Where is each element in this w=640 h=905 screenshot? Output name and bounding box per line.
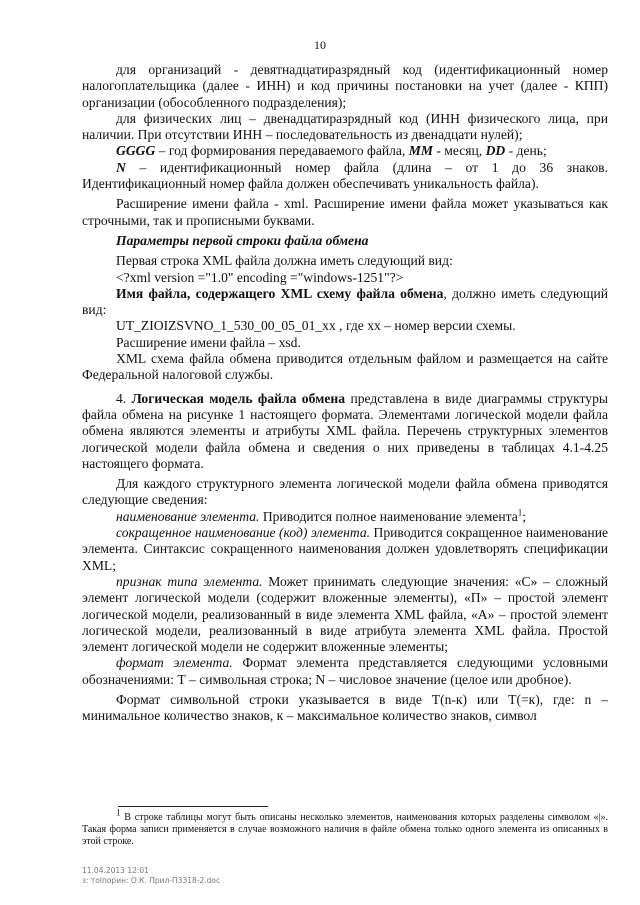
gggg-desc: – год формирования передаваемого файла, <box>155 143 409 159</box>
schema-name-rest: , должно иметь следующий вид: <box>82 285 608 318</box>
footnote-ref: 1 <box>517 507 523 518</box>
item-label: признак типа элемента. <box>116 573 263 589</box>
paragraph-file-id <box>82 160 608 193</box>
paragraph-date-format <box>82 143 608 159</box>
n-desc: – идентификационный номер файла (длина – от 1 до 36 знаков. Идентификационный номер файла должен обеспечивать уникальность файла). <box>82 159 608 192</box>
item-short-name <box>82 525 608 574</box>
item-tail: ; <box>522 508 527 524</box>
paragraph-organizations: для организаций - девятнадцатиразрядный код (идентификационный номер налогоплательщика (далее - ИНН) и код причины постановки на учет (далее - КПП) организации (обособленного подразделения); <box>82 62 608 110</box>
dd-code: DD <box>485 143 506 159</box>
footnote-number: 1 <box>116 807 121 818</box>
item-label: сокращенное наименование (код) элемента. <box>116 525 371 541</box>
schema-extension: Расширение имени файла – xsd. <box>116 334 301 350</box>
item-text: Приводится сокращенное наименование элемента. Синтаксис сокращенного наименования должен удовлетворять спецификации XML; <box>82 525 609 573</box>
first-line-text: Первая строка XML файла должна иметь следующий вид: <box>116 253 453 269</box>
xml-declaration: <?xml version ="1.0" encoding ="windows-1251"?> <box>116 269 404 285</box>
item-name <box>82 509 608 525</box>
heading-text: Параметры первой строки файла обмена <box>116 232 369 248</box>
item-label: формат элемента. <box>116 655 233 671</box>
mm-desc: - месяц, <box>432 143 486 159</box>
section-4-paragraph <box>82 391 608 472</box>
schema-name-bold: Имя файла, содержащего XML схему файла обмена <box>116 285 444 301</box>
format-paragraph: Формат символьной строки указывается в виде Т(n-к) или Т(=к), где: n – минимальное количество знаков, к – максимальное количество знаков, символ <box>82 691 608 724</box>
section-title: Логическая модель файла обмена <box>131 390 346 406</box>
schema-publish: XML схема файла обмена приводится отдельным файлом и размещается на сайте Федеральной налоговой службы. <box>82 351 608 383</box>
footnote <box>82 807 608 848</box>
item-format <box>82 655 608 688</box>
document-body <box>82 62 608 725</box>
section-text: представлена в виде диаграммы структуры файла обмена на рисунке 1 настоящего формата. Элементами логической модели файла обмена являются элементы и атрибуты XML файла. Перечень структурных элементов логической модели файла обмена и сведения о них приведены в таблицах 4.1-4.25 настоящего формата. <box>82 390 608 471</box>
footnote-separator <box>118 806 268 807</box>
paragraph-extension: Расширение имени файла - xml. Расширение имени файла может указываться как строчными, так и прописными буквами. <box>82 196 608 228</box>
item-text: Формат элемента представляется следующими условными обозначениями: Т – символьная строка; N – числовое значение (целое или дробное). <box>82 655 608 687</box>
mm-code: MM <box>408 143 433 159</box>
footnote-text: В строке таблицы могут быть описаны несколько элементов, наименования которых разделены символом «|». Такая форма записи применяется в случае возможного наличия в файле обмена только одного элемента из описанных в этой строке. <box>82 812 608 847</box>
paragraph-individuals: для физических лиц – двенадцатиразрядный код (ИНН физического лица, при наличии. При отсутствии ИНН – последовательность из двенадцати нулей); <box>82 110 608 143</box>
struct-intro: Для каждого структурного элемента логической модели файла обмена приводятся следующие сведения: <box>82 476 608 508</box>
n-code: N <box>116 159 126 175</box>
print-timestamp: 11.04.2013 12:01 <box>82 866 149 875</box>
schema-name-paragraph <box>82 286 608 319</box>
item-text: Может принимать следующие значения: «С» – сложный элемент логической модели (содержит вложенные элементы), «П» – простой элемент логической модели, реализованный в виде элемента XML файла, «А» – простой элемент логической модели, реализованный в виде атрибута элемента XML файла. Простой элемент логической модели не содержит вложенные элементы; <box>82 573 608 655</box>
file-path: з: тоlпорин: О.К. Прил-П3318-2.doc <box>82 876 221 885</box>
item-label: наименование элемента. <box>116 508 260 524</box>
page-number: 10 <box>314 38 326 52</box>
first-line-heading <box>82 233 608 249</box>
schema-file-name: UT_ZIOIZSVNO_1_530_00_05_01_xx , где хх – номер версии схемы. <box>116 318 516 334</box>
section-number: 4. <box>116 390 132 406</box>
dd-desc: - день; <box>505 143 547 159</box>
item-text: Приводится полное наименование элемента <box>259 508 518 524</box>
gggg-code: GGGG <box>116 143 156 159</box>
item-type <box>82 574 608 655</box>
